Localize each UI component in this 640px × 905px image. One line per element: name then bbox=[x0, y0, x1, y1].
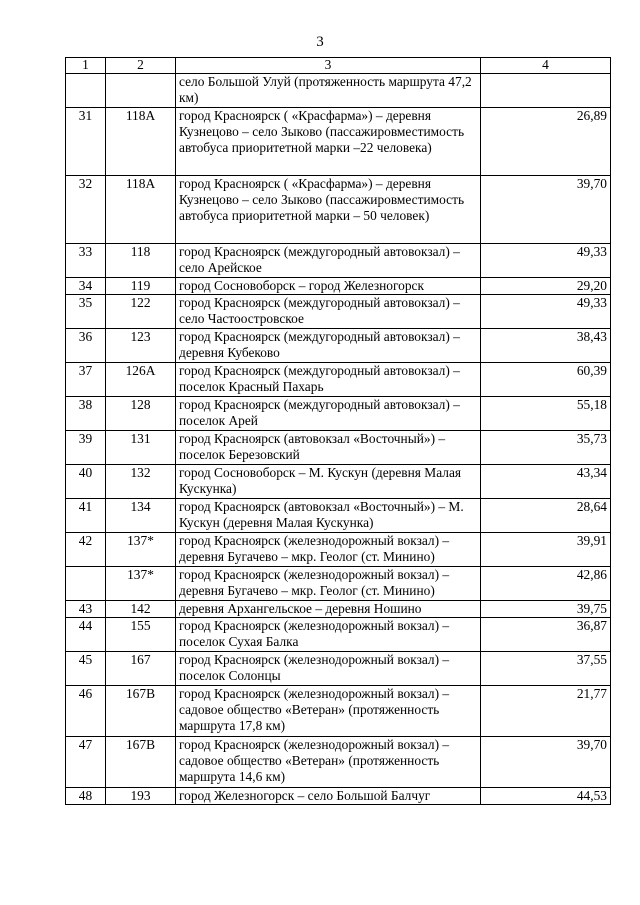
route-number: 132 bbox=[106, 465, 176, 499]
table-row bbox=[66, 788, 611, 805]
row-number: 31 bbox=[66, 108, 106, 176]
route-distance: 39,70 bbox=[481, 737, 611, 788]
route-description: город Красноярск (железнодорожный вокзал) – садовое общество «Ветеран» (протяженность маршрута 14,6 км) bbox=[176, 737, 481, 788]
route-number bbox=[106, 74, 176, 108]
route-distance: 60,39 bbox=[481, 363, 611, 397]
header-cell-1: 1 bbox=[66, 58, 106, 74]
route-description: город Сосновоборск – М. Кускун (деревня Малая Кускунка) bbox=[176, 465, 481, 499]
route-distance bbox=[481, 74, 611, 108]
route-description: город Красноярск (автовокзал «Восточный») – М. Кускун (деревня Малая Кускунка) bbox=[176, 499, 481, 533]
route-number: 167В bbox=[106, 686, 176, 737]
row-number: 34 bbox=[66, 278, 106, 295]
route-number: 167 bbox=[106, 652, 176, 686]
route-number: 131 bbox=[106, 431, 176, 465]
route-number: 137* bbox=[106, 567, 176, 601]
table-row bbox=[66, 533, 611, 567]
route-distance: 43,34 bbox=[481, 465, 611, 499]
row-number bbox=[66, 74, 106, 108]
table-row bbox=[66, 397, 611, 431]
table-row bbox=[66, 329, 611, 363]
table-row bbox=[66, 431, 611, 465]
route-distance: 21,77 bbox=[481, 686, 611, 737]
route-distance: 36,87 bbox=[481, 618, 611, 652]
route-distance: 37,55 bbox=[481, 652, 611, 686]
route-description: город Сосновоборск – город Железногорск bbox=[176, 278, 481, 295]
table-row bbox=[66, 652, 611, 686]
header-cell-3: 3 bbox=[176, 58, 481, 74]
table-row bbox=[66, 737, 611, 788]
route-distance: 28,64 bbox=[481, 499, 611, 533]
route-description: город Красноярск (междугородный автовокзал) – поселок Арей bbox=[176, 397, 481, 431]
route-number: 167В bbox=[106, 737, 176, 788]
routes-table bbox=[65, 57, 611, 805]
route-description: город Красноярск (автовокзал «Восточный») – поселок Березовский bbox=[176, 431, 481, 465]
table-row bbox=[66, 618, 611, 652]
route-distance: 26,89 bbox=[481, 108, 611, 176]
route-distance: 35,73 bbox=[481, 431, 611, 465]
header-cell-2: 2 bbox=[106, 58, 176, 74]
route-number: 118А bbox=[106, 108, 176, 176]
row-number: 43 bbox=[66, 601, 106, 618]
route-distance: 49,33 bbox=[481, 244, 611, 278]
route-description: город Красноярск (железнодорожный вокзал) – садовое общество «Ветеран» (протяженность маршрута 17,8 км) bbox=[176, 686, 481, 737]
route-distance: 38,43 bbox=[481, 329, 611, 363]
route-description: город Красноярск (междугородный автовокзал) – деревня Кубеково bbox=[176, 329, 481, 363]
route-number: 128 bbox=[106, 397, 176, 431]
route-number: 134 bbox=[106, 499, 176, 533]
route-distance: 44,53 bbox=[481, 788, 611, 805]
route-number: 118А bbox=[106, 176, 176, 244]
route-number: 118 bbox=[106, 244, 176, 278]
row-number: 33 bbox=[66, 244, 106, 278]
route-description: город Красноярск (железнодорожный вокзал) – деревня Бугачево – мкр. Геолог (ст. Минино) bbox=[176, 533, 481, 567]
route-distance: 42,86 bbox=[481, 567, 611, 601]
row-number: 44 bbox=[66, 618, 106, 652]
row-number: 40 bbox=[66, 465, 106, 499]
route-number: 126А bbox=[106, 363, 176, 397]
row-number: 42 bbox=[66, 533, 106, 567]
route-description: город Красноярск ( «Красфарма») – деревня Кузнецово – село Зыково (пассажировместимость автобуса приоритетной марки – 50 человек) bbox=[176, 176, 481, 244]
row-number: 41 bbox=[66, 499, 106, 533]
route-description: город Красноярск (железнодорожный вокзал) – поселок Солонцы bbox=[176, 652, 481, 686]
route-description: город Красноярск ( «Красфарма») – деревня Кузнецово – село Зыково (пассажировместимость автобуса приоритетной марки –22 человека) bbox=[176, 108, 481, 176]
route-description: город Красноярск (железнодорожный вокзал) – поселок Сухая Балка bbox=[176, 618, 481, 652]
route-description: город Красноярск (междугородный автовокзал) – поселок Красный Пахарь bbox=[176, 363, 481, 397]
table-header-row bbox=[66, 58, 611, 74]
route-description: город Красноярск (железнодорожный вокзал) – деревня Бугачево – мкр. Геолог (ст. Минино) bbox=[176, 567, 481, 601]
route-distance: 39,75 bbox=[481, 601, 611, 618]
table-row bbox=[66, 176, 611, 244]
route-number: 119 bbox=[106, 278, 176, 295]
route-description: деревня Архангельское – деревня Ношино bbox=[176, 601, 481, 618]
row-number: 46 bbox=[66, 686, 106, 737]
row-number: 32 bbox=[66, 176, 106, 244]
row-number: 37 bbox=[66, 363, 106, 397]
route-distance: 55,18 bbox=[481, 397, 611, 431]
table-row bbox=[66, 499, 611, 533]
route-distance: 49,33 bbox=[481, 295, 611, 329]
row-number: 45 bbox=[66, 652, 106, 686]
row-number: 47 bbox=[66, 737, 106, 788]
row-number: 36 bbox=[66, 329, 106, 363]
route-description: село Большой Улуй (протяженность маршрута 47,2 км) bbox=[176, 74, 481, 108]
row-number: 39 bbox=[66, 431, 106, 465]
header-cell-4: 4 bbox=[481, 58, 611, 74]
route-number: 193 bbox=[106, 788, 176, 805]
row-number: 38 bbox=[66, 397, 106, 431]
table-row bbox=[66, 465, 611, 499]
row-number: 48 bbox=[66, 788, 106, 805]
route-description: город Железногорск – село Большой Балчуг bbox=[176, 788, 481, 805]
table-row bbox=[66, 295, 611, 329]
route-number: 122 bbox=[106, 295, 176, 329]
table-row bbox=[66, 363, 611, 397]
table-row bbox=[66, 108, 611, 176]
table-row bbox=[66, 686, 611, 737]
table-row bbox=[66, 74, 611, 108]
row-number bbox=[66, 567, 106, 601]
route-description: город Красноярск (междугородный автовокзал) – село Частоостровское bbox=[176, 295, 481, 329]
route-number: 137* bbox=[106, 533, 176, 567]
route-distance: 39,91 bbox=[481, 533, 611, 567]
route-number: 142 bbox=[106, 601, 176, 618]
route-distance: 29,20 bbox=[481, 278, 611, 295]
table-row bbox=[66, 567, 611, 601]
route-description: город Красноярск (междугородный автовокзал) – село Арейское bbox=[176, 244, 481, 278]
table-row bbox=[66, 278, 611, 295]
route-distance: 39,70 bbox=[481, 176, 611, 244]
row-number: 35 bbox=[66, 295, 106, 329]
page-number: 3 bbox=[316, 34, 324, 50]
table-row bbox=[66, 244, 611, 278]
route-number: 155 bbox=[106, 618, 176, 652]
route-number: 123 bbox=[106, 329, 176, 363]
table-row bbox=[66, 601, 611, 618]
